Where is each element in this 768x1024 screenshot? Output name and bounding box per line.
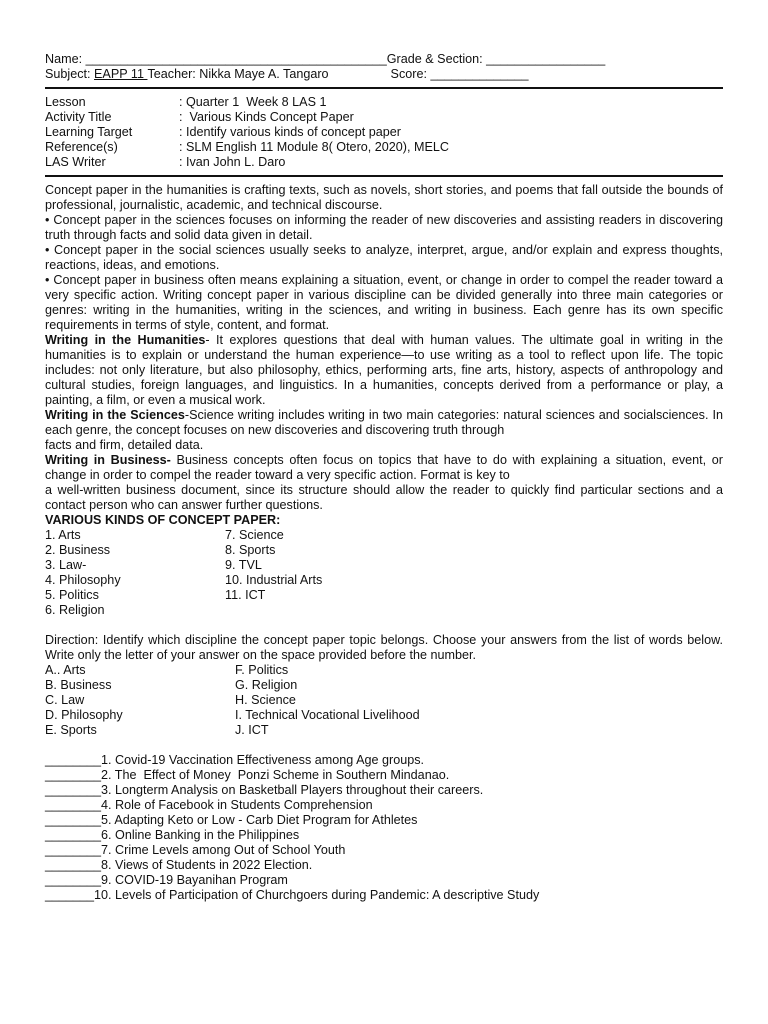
question-item: ________7. Crime Levels among Out of School Youth [45, 843, 346, 857]
choice: B. Business [45, 678, 112, 692]
business-section: Writing in Business- Business concepts often focus on topics that have to do with explaining a situation, event, or change in order to compel the reader toward a very specific action. Format is key to [45, 453, 723, 482]
list-item: 7. Science [225, 528, 284, 542]
meta-row: Learning Target : Identify various kinds of concept paper [45, 125, 401, 139]
list-item: 11. ICT [225, 588, 266, 602]
question-item: ________5. Adapting Keto or Low - Carb Diet Program for Athletes [45, 813, 418, 827]
question-item: ________1. Covid-19 Vaccination Effectiveness among Age groups. [45, 753, 424, 767]
list-item: 4. Philosophy [45, 573, 121, 587]
list-item: 10. Industrial Arts [225, 573, 323, 587]
intro-paragraph: • Concept paper in the sciences focuses on informing the reader of new discoveries and assisting readers in discovering truth through facts and solid data given in detail. [45, 213, 723, 242]
sciences-title: Writing in the Sciences [45, 408, 185, 422]
list-item: 1. Arts [45, 528, 81, 542]
choice: E. Sports [45, 723, 97, 737]
choice: F. Politics [235, 663, 289, 677]
lesson-meta [45, 95, 723, 170]
spacer [45, 618, 723, 633]
question-item: ________4. Role of Facebook in Students Comprehension [45, 798, 373, 812]
list-item: 2. Business [45, 543, 111, 557]
humanities-title: Writing in the Humanities [45, 333, 206, 347]
list-item: 3. Law- [45, 558, 87, 572]
list-item: 9. TVL [225, 558, 262, 572]
divider [45, 175, 723, 177]
worksheet [45, 52, 723, 903]
meta-row: Activity Title : Various Kinds Concept Paper [45, 110, 354, 124]
choice: G. Religion [235, 678, 298, 692]
question-item: ________9. COVID-19 Bayanihan Program [45, 873, 288, 887]
score: Score: ______________ [390, 67, 529, 81]
sciences-text-continued: facts and firm, detailed data. [45, 438, 204, 452]
direction: Direction: Identify which discipline the concept paper topic belongs. Choose your answers from the list of words below. Write only the letter of your answer on the space provided before the number. [45, 633, 723, 662]
list-item: 5. Politics [45, 588, 99, 602]
business-title: Writing in Business- [45, 453, 171, 467]
question-item: ________3. Longterm Analysis on Basketball Players throughout their careers. [45, 783, 484, 797]
choice: J. ICT [235, 723, 269, 737]
intro-paragraph: • Concept paper in business often means explaining a situation, event, or change in order to compel the reader toward a very specific action. Writing concept paper in various discipline can be divided generally into three main categories or genres: writing in the humanities, writing in the sciences, and writing in business. Each genre has its own specific requirements in terms of style, content, and format. [45, 273, 723, 332]
subject-value: EAPP 11 [94, 67, 148, 81]
humanities-section: Writing in the Humanities- It explores questions that deal with human values. The ultimate goal in writing in the humanities is to explain or understand the human experience—to use writing as a tool to reflect upon life. The topic includes: not only literature, but also philosophy, ethics, performing arts, fine arts, history, aspects of anthropology and cultural studies, foreign languages, and linguistics. In a humanities, concepts derived from a performance or play, a painting, a film, or even a musical work. [45, 333, 723, 407]
divider [45, 87, 723, 89]
question-item: ________8. Views of Students in 2022 Election. [45, 858, 313, 872]
business-text-continued: a well-written business document, since its structure should allow the reader to quickly find particular sections and a contact person who can answer further questions. [45, 483, 723, 512]
choice: I. Technical Vocational Livelihood [235, 708, 420, 722]
choices-list [45, 663, 723, 738]
choice: D. Philosophy [45, 708, 123, 722]
name-grade-line: Name: ___________________________________________Grade & Section: _________________ [45, 52, 606, 66]
spacer [45, 738, 723, 753]
list-item [225, 603, 445, 618]
choice: H. Science [235, 693, 296, 707]
intro-paragraph: Concept paper in the humanities is crafting texts, such as novels, short stories, and poems that fall outside the bounds of professional, journalistic, academic, and technical discourse. [45, 183, 723, 212]
choice: A.. Arts [45, 663, 86, 677]
list-item: 8. Sports [225, 543, 276, 557]
question-items [45, 753, 723, 903]
meta-row: Reference(s) : SLM English 11 Module 8( Otero, 2020), MELC [45, 140, 449, 154]
question-item: _______10. Levels of Participation of Churchgoers during Pandemic: A descriptive Study [45, 888, 540, 902]
question-item: ________6. Online Banking in the Philippines [45, 828, 300, 842]
meta-row: Lesson : Quarter 1 Week 8 LAS 1 [45, 95, 327, 109]
kinds-heading: VARIOUS KINDS OF CONCEPT PAPER: [45, 513, 281, 527]
question-item: ________2. The Effect of Money Ponzi Scheme in Southern Mindanao. [45, 768, 450, 782]
sciences-section: Writing in the Sciences-Science writing includes writing in two main categories: natural sciences and socialsciences. In each genre, the concept focuses on new discoveries and discovering truth through [45, 408, 723, 437]
teacher: Teacher: Nikka Maye A. Tangaro [147, 67, 329, 81]
list-item: 6. Religion [45, 603, 105, 617]
choice: C. Law [45, 693, 85, 707]
kinds-list [45, 528, 723, 618]
meta-row: LAS Writer : Ivan John L. Daro [45, 155, 286, 169]
subject-label: Subject: [45, 67, 95, 81]
intro-paragraph: • Concept paper in the social sciences usually seeks to analyze, interpret, argue, and/or explain and express thoughts, reactions, ideas, and emotions. [45, 243, 723, 272]
subject-line [45, 67, 723, 82]
